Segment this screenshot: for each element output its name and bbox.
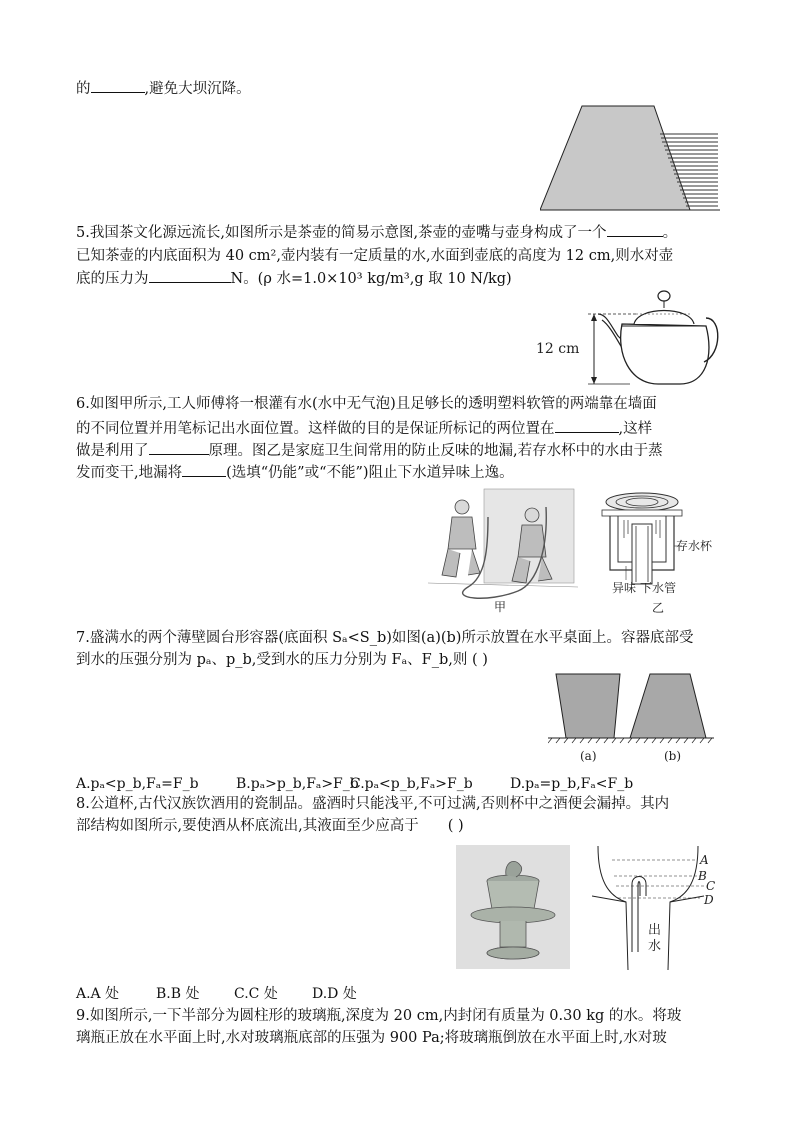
fig-b-label: (b) [664, 749, 682, 763]
q8-option-b[interactable]: B.B 处 [156, 986, 200, 1002]
answer-blank[interactable] [555, 418, 619, 433]
floor-drain-figure [596, 490, 716, 615]
level-label-c: C [706, 879, 716, 893]
fig-yi-label: 乙 [652, 601, 665, 615]
answer-blank[interactable] [182, 462, 226, 477]
fig-a-label: (a) [580, 749, 597, 763]
q6-line-2: 的不同位置并用笔标记出水面位置。这样做的目的是保证所标记的两位置在 ,这样 [76, 418, 652, 439]
outlet-label-1: 出 [648, 923, 662, 938]
q7-option-c[interactable]: C.pₐ<p_b,Fₐ>F_b [350, 776, 473, 792]
q5-line-1: 5.我国茶文化源远流长,如图所示是茶壶的简易示意图,茶壶的壶嘴与壶身构成了一个 。 [76, 222, 677, 243]
q6-line-4: 发而变干,地漏将 (选填“仍能”或“不能”)阻止下水道异味上逸。 [76, 462, 514, 483]
pipe-label: 下水管 [640, 581, 677, 595]
q7-option-a[interactable]: A.pₐ<p_b,Fₐ=F_b [76, 776, 199, 792]
teapot-figure [530, 284, 722, 392]
level-label-d: D [704, 893, 714, 907]
answer-blank[interactable] [607, 222, 663, 237]
q7-line-1: 7.盛满水的两个薄壁圆台形容器(底面积 Sₐ<S_b)如图(a)(b)所示放置在水平桌面上。容器底部受 [76, 630, 694, 646]
q6-line-3: 做是利用了 原理。图乙是家庭卫生间常用的防止反味的地漏,若存水杯中的水由于蒸 [76, 440, 663, 461]
gongdao-cup-photo [456, 845, 570, 969]
answer-blank[interactable] [149, 268, 231, 283]
q9-line-1: 9.如图所示,一下半部分为圆柱形的玻璃瓶,深度为 20 cm,内封闭有质量为 0.30 kg 的水。将玻 [76, 1008, 682, 1024]
cup-section-diagram [592, 840, 724, 972]
level-label-a: A [700, 853, 709, 867]
height-label: 12 cm [536, 341, 580, 357]
cup-label: 存水杯 [676, 539, 713, 553]
q4-tail-line: 的 ,避免大坝沉降。 [76, 78, 251, 99]
dam-figure [540, 102, 722, 214]
q7-line-2: 到水的压强分别为 pₐ、p_b,受到水的压力分别为 Fₐ、F_b,则 ( ) [76, 652, 488, 668]
q7-option-d[interactable]: D.pₐ=p_b,Fₐ<F_b [510, 776, 634, 792]
q9-line-2: 璃瓶正放在水平面上时,水对玻璃瓶底部的压强为 900 Pa;将玻璃瓶倒放在水平面上时,水对玻 [76, 1030, 667, 1046]
q7-option-b[interactable]: B.pₐ>p_b,Fₐ>F_b [236, 776, 359, 792]
q8-option-c[interactable]: C.C 处 [234, 986, 278, 1002]
q5-line-2: 已知茶壶的内底面积为 40 cm²,壶内装有一定质量的水,水面到壶底的高度为 12 cm,则水对壶 [76, 248, 674, 264]
q5-line-3: 底的压力为 N。(ρ 水=1.0×10³ kg/m³,g 取 10 N/kg) [76, 268, 512, 289]
q8-option-d[interactable]: D.D 处 [312, 986, 357, 1002]
workers-hose-figure [428, 487, 578, 615]
answer-blank[interactable] [149, 440, 209, 455]
q6-line-1: 6.如图甲所示,工人师傅将一根灌有水(水中无气泡)且足够长的透明塑料软管的两端靠在墙面 [76, 396, 657, 412]
outlet-label-2: 水 [648, 939, 662, 954]
level-label-b: B [698, 869, 707, 883]
containers-figure [548, 670, 714, 766]
fig-jia-label: 甲 [494, 600, 507, 614]
q8-line-1: 8.公道杯,古代汉族饮酒用的瓷制品。盛酒时只能浅平,不可过满,否则杯中之酒便会漏掉。其内 [76, 796, 670, 812]
q8-line-2: 部结构如图所示,要使酒从杯底流出,其液面至少应高于 ( ) [76, 818, 464, 834]
answer-blank[interactable] [91, 78, 145, 93]
smell-label: 异味 [612, 581, 637, 595]
q8-option-a[interactable]: A.A 处 [76, 986, 120, 1002]
